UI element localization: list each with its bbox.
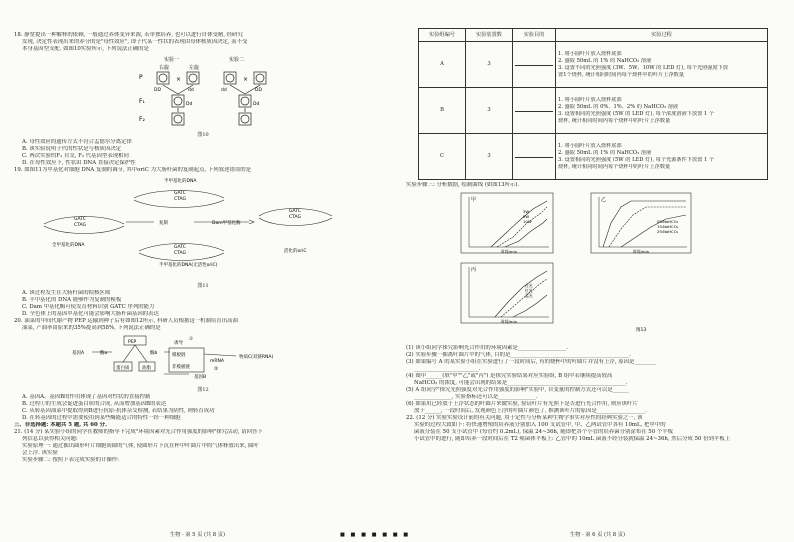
- q21-line: 21. (14 分) 某实验小组的同学在教师的指导下完成"环境因素对光合作用强度的影响"探究活动, 请回答下: [14, 429, 263, 435]
- left-page-footer: 生物 · 第 5 页 (共 8 页): [170, 532, 225, 538]
- fig11-seq: GATC: [74, 217, 86, 222]
- fig11-seq: GATC: [174, 191, 186, 196]
- row-count: 3: [466, 88, 513, 134]
- q22-line: 小试管中的进行, 随即培养一段时间后在 T2 噬菌体平板上: 乙管中的 10mL 菌液不经分装就保温 24~36h, 然后分成 50 份到平板上: [414, 436, 731, 442]
- row-id: C: [419, 134, 466, 180]
- table-header-row: [419, 29, 768, 42]
- q18-stem: [14, 32, 392, 53]
- fig12-nontemplate: 非模板链: [172, 365, 190, 370]
- fig12-mrna: mRNA: [210, 359, 224, 364]
- option-b: B. 过程①的生成会促进蛋白质的合成, 从而增加基因B的表达: [22, 401, 167, 407]
- fig12-gene-b: 基因B: [194, 375, 207, 380]
- fig10-genotype: dd: [221, 88, 227, 93]
- fig12-n2: ②: [214, 367, 219, 372]
- legend-entry: 2%NaHCO₃: [657, 229, 679, 234]
- figure-12: [14, 334, 392, 392]
- table-header: 实验目的: [513, 29, 556, 42]
- row-id: B: [419, 88, 466, 134]
- q19-options: [14, 290, 392, 318]
- step: 2. 盛取 50mL 的 0%、1%、2% 的 NaHCO₃ 溶液: [558, 103, 679, 110]
- q19-stem: 19. 如图11为甲基化对细胞 DNA 复制的调节, 其中oriC 为大肠杆菌的复制起点, 下列叙述错误的是: [14, 167, 252, 173]
- row-count: 3: [466, 134, 513, 180]
- step: 烧杯, 统计相同时间内每个烧杯中的叶片上浮数量: [558, 163, 671, 170]
- step: 3. 设置不同的光照强度 (3W、5W、10W 的 LED 灯), 每个光照强度下放: [558, 64, 729, 71]
- legend-entry: 3W: [523, 209, 530, 214]
- fig11-seq: CTAG: [74, 223, 87, 228]
- x-axis-label: 时间/min: [633, 249, 650, 254]
- step: 烧杯, 统计相同时间内每个烧杯中的叶片上浮数量: [558, 117, 671, 124]
- figure-11-caption: 图11: [197, 283, 209, 289]
- fig12-gene-a: 基因A: [72, 351, 85, 356]
- figure-12-diagram: [14, 334, 314, 384]
- legend-entry: 10W: [523, 219, 532, 224]
- step: 3. 设置相同的光照强度 (5W 的 LED 灯), 每个光源条件下放置 1 个: [558, 156, 715, 163]
- figure-11: [14, 176, 392, 288]
- step: 3. 设置相同的光照强度 (5W 的 LED 灯), 每个浓度溶液下放置 1 个: [558, 110, 715, 117]
- step: 1. 将小圆叶片放入烧杯底部: [558, 96, 622, 103]
- left-page: [14, 32, 392, 528]
- fig10-genotype: Dd: [253, 102, 260, 107]
- series-line: [495, 271, 547, 317]
- q20-stem: [14, 318, 392, 332]
- table-row: [419, 42, 768, 88]
- answer-line[interactable]: ________________________.: [414, 366, 481, 372]
- chart-yi: [591, 193, 691, 254]
- figure-10: [14, 55, 392, 137]
- option-d: D. 全色体上的基因甲基化可能会影响大肠杆菌基因的表达: [22, 311, 159, 317]
- x-axis-label: 时间/min: [501, 319, 518, 324]
- chart-title: 乙: [601, 197, 607, 203]
- legend-entry: 5W: [523, 214, 530, 219]
- chart-jia: [461, 193, 553, 254]
- q21-stem: [14, 429, 392, 464]
- fig10-f2-label: F₂: [139, 116, 145, 123]
- answer-line[interactable]: NaHCO₃ 的浓度, 可能会出现的结果是____________________________________________.: [414, 380, 628, 386]
- fig12-pep: PEP: [128, 340, 137, 345]
- legend-entry: 自光: [525, 283, 533, 288]
- table-row: [419, 134, 768, 180]
- fig11-arrow2-label: Dam甲基化酶: [212, 221, 241, 226]
- option-d: D. 在母性效应下, 性状由 DNA 直接决定保护性: [22, 160, 136, 166]
- step: 2. 盛取 50mL 的 1% 的 NaHCO₃ 溶液: [558, 149, 652, 156]
- fig12-protein: 蛋白质: [116, 366, 130, 371]
- fig12-template: 模板链: [172, 353, 186, 358]
- answer-line[interactable]: (4) 图甲______(填"甲""乙"或"丙") 是探究实验结果对应实验组, B 组中若继续提高较高: [406, 373, 613, 379]
- q20-options: [14, 394, 392, 422]
- option-b: B. 该实验说明子代的性状是与核质因决定: [22, 146, 122, 152]
- q22-line: 22. (12 分) 实验实验设计前的有关问题, 用于定性与分析某种生物学事实对应性的经典实验之一, 该: [406, 415, 643, 421]
- answer-line[interactable]: (6) 如果用已经放于上浮状态的叶圆片来做实验, 验证叶片有光照下是否进行光合作用, 则应该叶片: [406, 401, 638, 407]
- q21-line: 会上浮. 该实验: [22, 450, 58, 456]
- fig10-p-label: P: [139, 74, 143, 81]
- series-line: [513, 295, 547, 317]
- answer-line[interactable]: 放于______, 一段时间后, 发现颜色上浮的叶圆片颜色了, 推测该叶片的原因是__________________.: [414, 408, 648, 414]
- figure-11-diagram: [14, 176, 344, 280]
- step: 置1个烧杯, 统计相同时间内每个烧杯中的叶片上浮数量: [558, 71, 684, 78]
- fig12-enzyme-b: 酶b: [150, 351, 158, 356]
- figure-10-diagram: [14, 55, 314, 129]
- option-c: C. 从转基因油菜中提取得到B进行抗原-抗体杂交检测, 若结果为阴性, 则转育成功: [22, 408, 215, 414]
- chart-bing: [461, 263, 553, 324]
- fig11-right-label: 活化的oriC: [284, 249, 307, 254]
- fig11-seq: CTAG: [174, 251, 187, 256]
- series-line: [491, 201, 547, 247]
- series-line: [497, 207, 547, 247]
- legend-entry: 0%NaHCO₃: [657, 219, 679, 224]
- right-page-footer: 生物 · 第 6 页 (共 8 页): [570, 532, 625, 538]
- fig10-left-label: 左旋: [189, 65, 200, 71]
- answer-line[interactable]: ______________, 实验指标还可以是______________.: [414, 394, 538, 400]
- step: 1. 将小圆叶片放入烧杯底部: [558, 142, 622, 149]
- answer-line[interactable]: (3) 如果编号 A 的某实验小组在实验进行了一段时间后, 有的烧杯中的叶圆片并没有上浮, 原因是________: [406, 359, 656, 365]
- purpose-blank[interactable]: [513, 88, 556, 134]
- table-header: 实验组编号: [419, 29, 466, 42]
- q18-line: 本身基因型支配. 如图10实验所示, 下列说法正确的是: [22, 46, 149, 52]
- fig11-bottom-label: 半甲基化的DNA(无活性oriC): [159, 263, 218, 268]
- option-c: C. Dam 甲基化酶可使发育材料识别 GATC 序列的能力: [22, 304, 155, 310]
- q18-options: [14, 139, 392, 167]
- answer-line[interactable]: (2) 实验步骤一抽离叶圆片中的气体, 目的是____________________________________________.: [406, 352, 631, 358]
- center-marks: ■ ■ ■ ■ ■ ■ ■: [340, 532, 411, 538]
- q21-line: 列信息以获得相关问题:: [22, 436, 78, 442]
- figure-13-caption: 图13: [636, 328, 647, 333]
- fig12-induced: 诱导: [174, 341, 183, 346]
- fig12-oil: 油脂: [142, 366, 151, 371]
- q20-line: 20. 油菜的中间代谢产物 PEP 运输到种子后有如图12所示, 科研人员根据这一机制培育出高油: [14, 318, 238, 324]
- right-page: [406, 28, 782, 528]
- step: 1. 将小圆叶片放入烧杯底部: [558, 50, 622, 57]
- fig12-enzyme-a: 酶a: [100, 351, 108, 356]
- fig10-exp1: 实验一: [164, 57, 180, 63]
- option-b: B. 半甲基化的 DNA 能够作为复制的模板: [22, 297, 122, 303]
- table-row: [419, 88, 768, 134]
- fig10-f1-label: F₁: [139, 98, 145, 105]
- q21-answers: [406, 345, 782, 443]
- fig10-genotype: dd: [188, 88, 194, 93]
- figure-12-caption: 图12: [197, 387, 209, 393]
- legend-entry: 1%NaHCO₃: [657, 224, 679, 229]
- option-a: A. 母性效应的遗传方式不符合孟德尔分离定律: [22, 139, 132, 145]
- x-axis-label: 时间/min: [501, 249, 518, 254]
- row-steps: [556, 134, 768, 180]
- answer-line[interactable]: (1) 该小组同学探究影响光合作用的环境因素是__________________.: [406, 345, 569, 351]
- section-3-title: 三、非选择题: 本题共 5 题, 共 60 分.: [14, 422, 107, 428]
- q22-line: 菌液分装在 50 支小试管中 (每管约 0.2mL), 保温 24~36h, 随即把各个小管的培养菌分别涂布在 50 个平板: [414, 429, 674, 435]
- fig12-n1: ①: [189, 337, 194, 342]
- fig10-right-label: 右旋: [159, 65, 170, 71]
- option-d: D. 在转基因的过程中需要使用到某些酶能适合的特性一经一种细胞: [22, 415, 181, 421]
- chart-title: 甲: [471, 197, 477, 203]
- row-steps: [556, 88, 768, 134]
- experiment-table: [418, 28, 768, 180]
- fig10-genotype: DD: [255, 88, 262, 93]
- fig10-cross: ×: [176, 76, 182, 83]
- option-c: C. 两次实验的F₁ 自交, F₂ 代基因型表现相同: [22, 153, 129, 159]
- q21-line: 实验步骤二: 按照下表完成实验的计操作:: [22, 457, 119, 463]
- fig11-seq: GATC: [289, 209, 301, 214]
- figure-13-charts: [406, 191, 766, 335]
- fig10-exp2: 实验二: [229, 57, 245, 63]
- row-count: 3: [466, 42, 513, 88]
- fig10-genotype: Dd: [186, 102, 193, 107]
- snail-icons: [157, 72, 266, 125]
- fig11-arrow1-label: 复制: [159, 221, 168, 226]
- fig10-genotype: DD: [154, 88, 161, 93]
- q21-line: 实验原理一: 通过抽出圆形叶片细胞间隙的气体, 使圆形片下沉在杯中叶圆片中的气体释放出来, 圆叶: [22, 443, 259, 449]
- figure-13: [406, 191, 782, 343]
- step3-text: 实验步骤三: 分析数据, 绘制曲线 (如图13所示).: [406, 182, 520, 188]
- fig10-cross-2: ×: [243, 76, 249, 83]
- row-steps: [556, 42, 768, 88]
- q18-line: 发现, 决定性表现出来的养分的是"母性效应", 即子代某一性状的表现由母体核质因决定, 而不受: [22, 39, 248, 45]
- fig11-seq: CTAG: [174, 197, 187, 202]
- option-a: A. 该过程发生在大肠杆菌的拟核区域: [22, 290, 111, 296]
- q22-line: 实验的过程大致如下: 将快速增殖的培养液分别加入 100 支试管中, 甲、乙两试管中各有 10mL, 把甲中的: [414, 422, 666, 428]
- figure-10-caption: 图10: [197, 132, 209, 138]
- q18-line: 18. 静宽提出一种解释的依赖, 一般通过养体变异来源, 若单独培养, 也可以进行自体受精, 经研究: [14, 32, 243, 38]
- step: 2. 盛取 50mL 的 1% 的 NaHCO₃ 溶液: [558, 57, 652, 64]
- legend-entry: 蓝光: [525, 293, 533, 298]
- option-a: A. 基因A、基因B的作用体现了基因对性状的直接控制: [22, 394, 151, 400]
- purpose-blank[interactable]: [513, 134, 556, 180]
- chart-title: 丙: [471, 267, 477, 273]
- purpose-blank[interactable]: [513, 42, 556, 88]
- legend-entry: 红光: [525, 288, 533, 293]
- fig11-left-label: 全甲基化的DNA: [52, 243, 85, 248]
- table-header: 实验装置数: [466, 29, 513, 42]
- fig12-material: 物质C(双链RNA): [239, 355, 274, 360]
- table-header: 实验过程: [556, 29, 768, 42]
- q20-line: 油菜, 产油率由原来的35%提高到58%, 下列说法正确的是: [22, 325, 161, 331]
- row-id: A: [419, 42, 466, 88]
- answer-line[interactable]: (5) A 组同学"探究光照强度对光合作用强度的影响"实验中, 自变量的控制方式还可以是______: [406, 387, 629, 393]
- fig11-seq: GATC: [174, 245, 186, 250]
- fig11-top-label: 半甲基化的DNA: [164, 179, 197, 184]
- fig11-seq: CTAG: [289, 215, 302, 220]
